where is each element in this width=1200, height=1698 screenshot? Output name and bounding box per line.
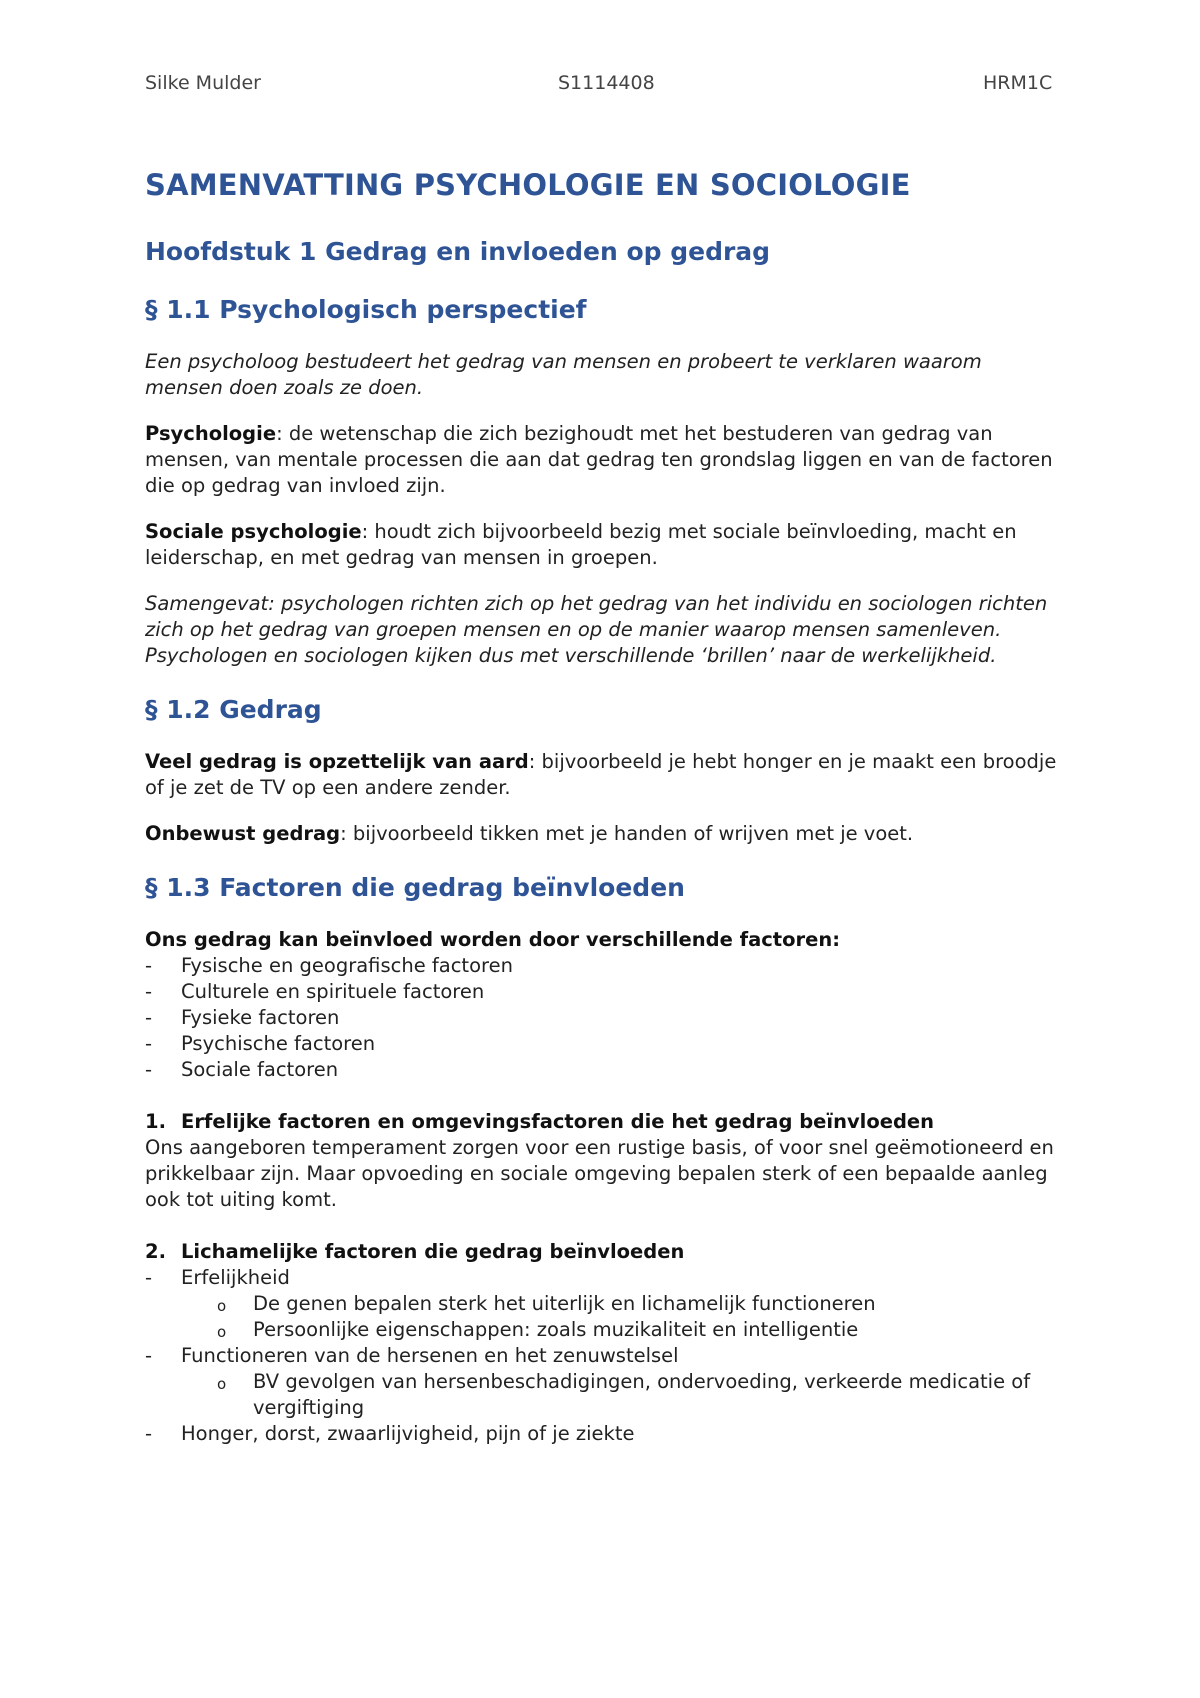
- list-item: - Fysische en geografische factoren: [145, 953, 1065, 979]
- term-psychologie: Psychologie: [145, 422, 277, 445]
- document-body: [145, 165, 1065, 1447]
- list-item: - Fysieke factoren: [145, 1005, 1065, 1031]
- intentional-behavior: [145, 749, 1065, 801]
- intro-paragraph: Een psycholoog bestudeert het gedrag van mensen en probeert te verklaren waarom mensen doen zoals ze doen.: [145, 350, 982, 399]
- factors-list: [145, 953, 1065, 1083]
- item-title: Erfelijke factoren en omgevingsfactoren die het gedrag beïnvloeden: [181, 1110, 935, 1133]
- section-heading-1-2: § 1.2 Gedrag: [145, 695, 322, 724]
- social-psychology-definition: [145, 519, 1065, 571]
- sublist: [145, 1291, 1065, 1343]
- sublist-item: o Persoonlijke eigenschappen: zoals muzikaliteit en intelligentie: [217, 1317, 1065, 1343]
- list-item-text: Erfelijkheid: [181, 1266, 290, 1289]
- item-number: 2.: [145, 1240, 166, 1263]
- section-heading-1-3: § 1.3 Factoren die gedrag beïnvloeden: [145, 873, 685, 902]
- item-number: 1.: [145, 1110, 166, 1133]
- factors-lead: [145, 927, 1065, 953]
- definition-text: : bijvoorbeeld je hebt honger en je maakt een broodje of je zet de TV op een andere zender.: [145, 750, 1057, 799]
- numbered-heading-2: [145, 1239, 1065, 1265]
- definition-text: : bijvoorbeeld tikken met je handen of wrijven met je voet.: [340, 822, 914, 845]
- header-class: HRM1C: [983, 72, 1053, 94]
- sublist-item: o BV gevolgen van hersenbeschadigingen, ondervoeding, verkeerde medicatie of vergiftiging: [217, 1369, 1065, 1421]
- list-item: - Psychische factoren: [145, 1031, 1065, 1057]
- term-opzettelijk: Veel gedrag is opzettelijk van aard: [145, 750, 529, 773]
- list-item: [145, 1265, 1065, 1343]
- section-heading-1-1: § 1.1 Psychologisch perspectief: [145, 295, 587, 324]
- list-item: - Honger, dorst, zwaarlijvigheid, pijn of je ziekte: [145, 1421, 1065, 1447]
- sublist: [145, 1369, 1065, 1421]
- list-item-text: Functioneren van de hersenen en het zenuwstelsel: [181, 1344, 679, 1367]
- item-title: Lichamelijke factoren die gedrag beïnvloeden: [181, 1240, 685, 1263]
- header-name: Silke Mulder: [145, 72, 261, 94]
- list-item: - Sociale factoren: [145, 1057, 1065, 1083]
- header-student-id: S1114408: [558, 72, 655, 94]
- unconscious-behavior: [145, 821, 1065, 847]
- definition-text: : de wetenschap die zich bezighoudt met het bestuderen van gedrag van mensen, van mentale processen die aan dat gedrag ten grondslag liggen en van de factoren die op gedrag van invloed zijn.: [145, 422, 1053, 497]
- term-onbewust: Onbewust gedrag: [145, 822, 341, 845]
- term-sociale-psychologie: Sociale psychologie: [145, 520, 362, 543]
- document-title: SAMENVATTING PSYCHOLOGIE EN SOCIOLOGIE: [145, 168, 911, 202]
- physical-factors-list: [145, 1265, 1065, 1447]
- list-item: - Culturele en spirituele factoren: [145, 979, 1065, 1005]
- numbered-heading-1: [145, 1109, 1065, 1135]
- heredity-paragraph: Ons aangeboren temperament zorgen voor een rustige basis, of voor snel geëmotioneerd en prikkelbaar zijn. Maar opvoeding en sociale omgeving bepalen sterk of een bepaalde aanleg ook tot uiting komt.: [145, 1136, 1054, 1211]
- list-item: [145, 1343, 1065, 1421]
- psychology-definition: [145, 421, 1065, 499]
- definition-text: : houdt zich bijvoorbeeld bezig met sociale beïnvloeding, macht en leiderschap, en met gedrag van mensen in groepen.: [145, 520, 1017, 569]
- factors-lead-text: Ons gedrag kan beïnvloed worden door verschillende factoren:: [145, 928, 841, 951]
- summary-paragraph: Samengevat: psychologen richten zich op het gedrag van het individu en sociologen richten zich op het gedrag van groepen mensen en op de manier waarop mensen samenleven. Psychologen en sociologen kijken dus met verschillende ‘brillen’ naar de werkelijkheid.: [145, 592, 1048, 667]
- sublist-item: o De genen bepalen sterk het uiterlijk en lichamelijk functioneren: [217, 1291, 1065, 1317]
- chapter-heading: Hoofdstuk 1 Gedrag en invloeden op gedrag: [145, 237, 771, 266]
